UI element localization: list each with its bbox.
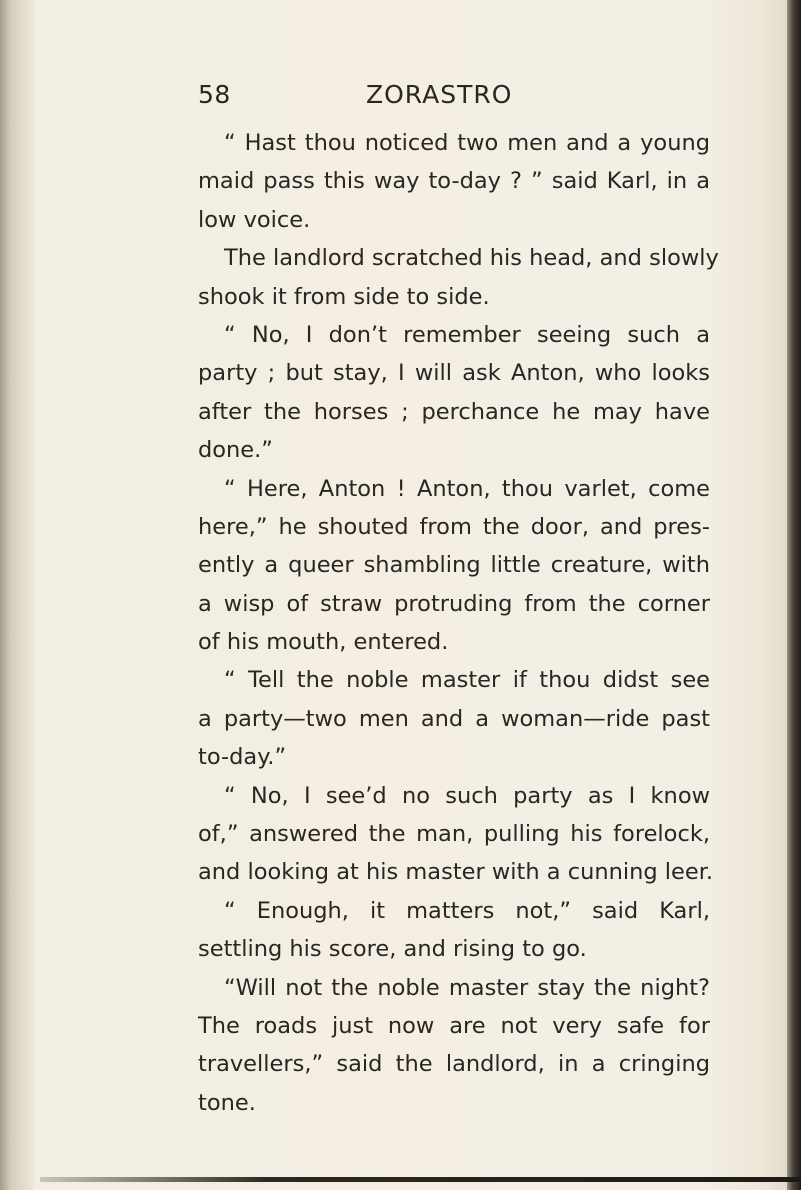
page-edge	[787, 0, 801, 1190]
text-line: The landlord scratched his head, and slowly	[224, 245, 719, 272]
text-line: after the horses ; perchance he may have	[198, 398, 710, 425]
text-line: The roads just now are not very safe for	[198, 1012, 710, 1039]
text-line: done.”	[198, 437, 273, 464]
text-line: of,” answered the man, pulling his forelock,	[198, 821, 710, 848]
bottom-edge	[40, 1177, 801, 1182]
text-line: “ No, I see’d no such party as I know	[224, 782, 710, 809]
text-line: “ Enough, it matters not,” said Karl,	[224, 897, 710, 924]
text-line: a wisp of straw protruding from the corner	[198, 590, 710, 617]
running-title: ZORASTRO	[366, 80, 513, 109]
text-line: travellers,” said the landlord, in a cringing	[198, 1051, 710, 1078]
text-line: tone.	[198, 1089, 256, 1116]
text-line: a party—two men and a woman—ride past	[198, 705, 710, 732]
text-line: party ; but stay, I will ask Anton, who looks	[198, 360, 710, 387]
text-line: “ No, I don’t remember seeing such a	[224, 321, 710, 348]
text-line: settling his score, and rising to go.	[198, 936, 587, 963]
text-line: shook it from side to side.	[198, 283, 490, 310]
binding-shadow	[0, 0, 34, 1190]
text-line: “ Here, Anton ! Anton, thou varlet, come	[224, 475, 710, 502]
text-line: ently a queer shambling little creature, with	[198, 552, 710, 579]
text-line: maid pass this way to-day ? ” said Karl, in a	[198, 168, 710, 195]
page-header	[0, 80, 801, 116]
text-line: here,” he shouted from the door, and pres-	[198, 513, 710, 540]
page-number: 58	[198, 80, 231, 109]
text-line: “ Tell the noble master if thou didst see	[224, 667, 710, 694]
text-line: low voice.	[198, 206, 311, 233]
text-line: and looking at his master with a cunning leer.	[198, 859, 714, 886]
text-line: “ Hast thou noticed two men and a young	[224, 130, 710, 156]
body-text	[198, 124, 719, 1122]
text-line: to-day.”	[198, 744, 287, 771]
text-line: of his mouth, entered.	[198, 629, 449, 656]
text-line: “Will not the noble master stay the night?	[224, 974, 710, 1001]
